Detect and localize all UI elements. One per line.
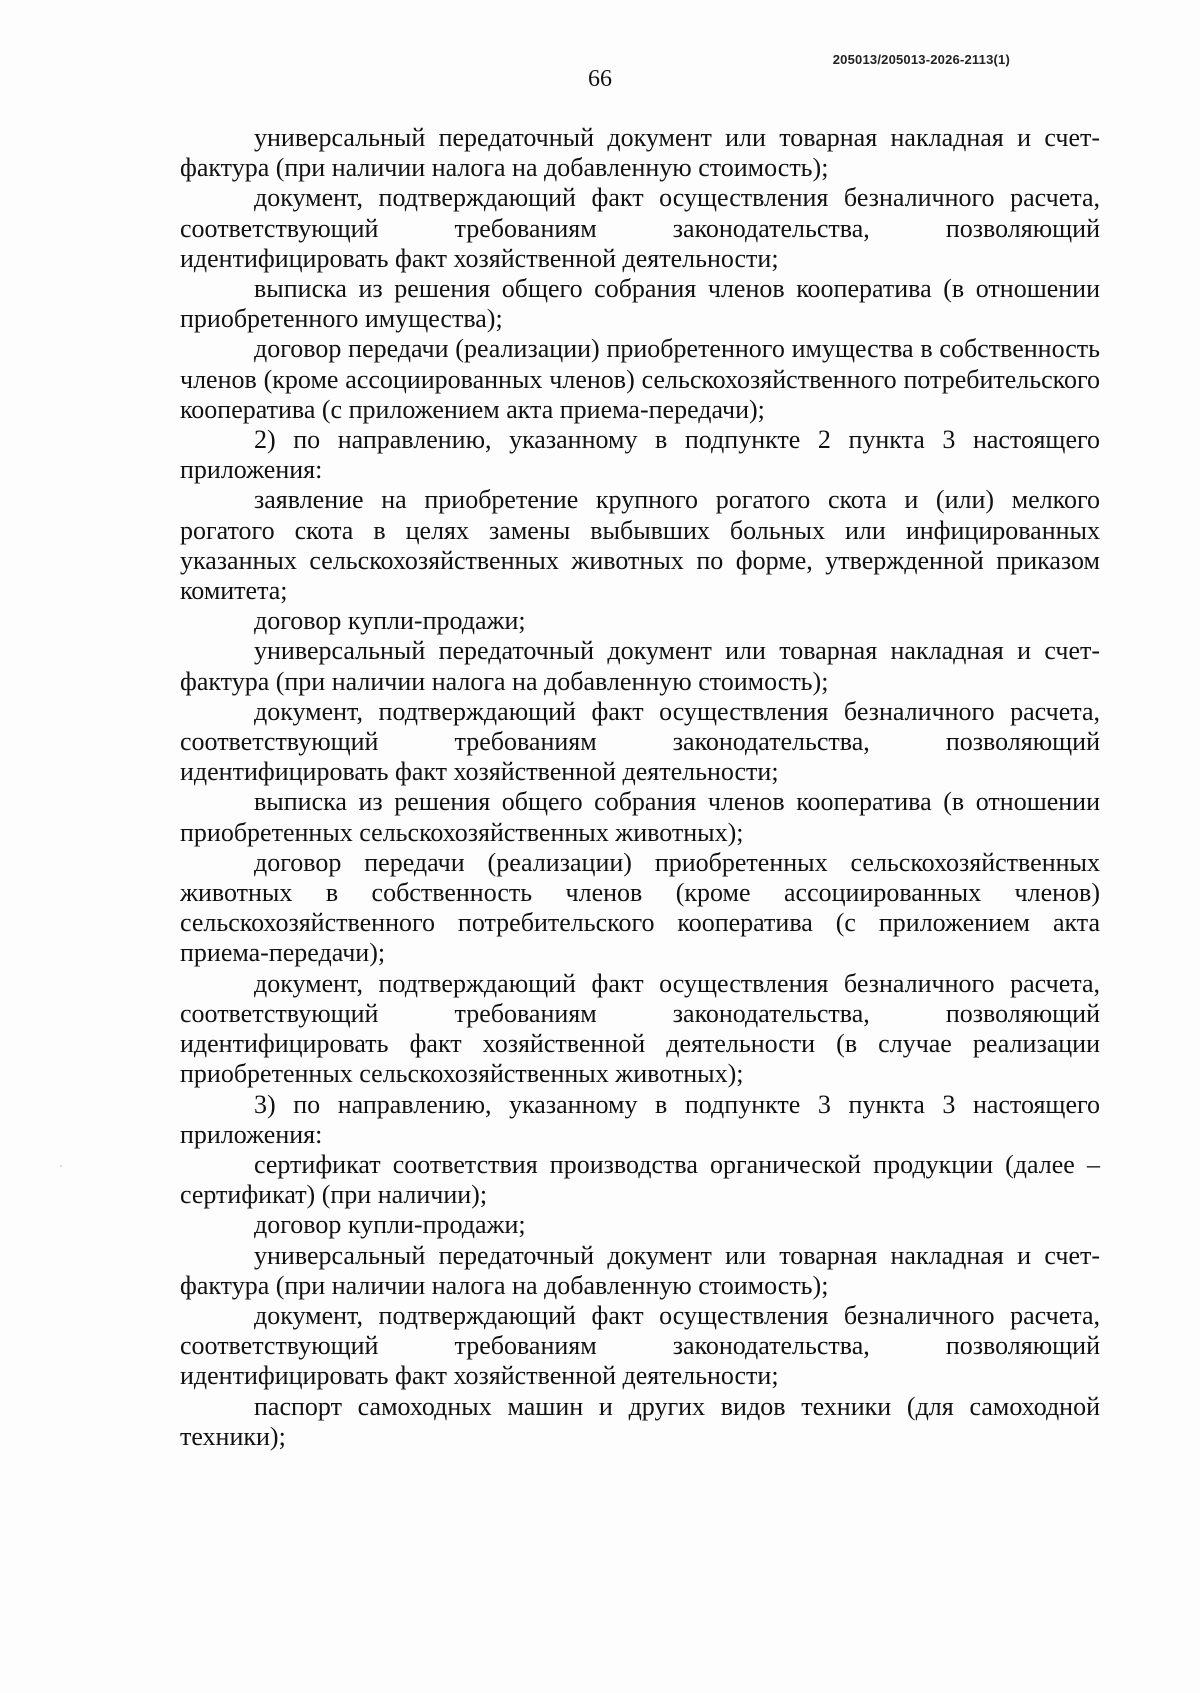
scan-artifact [60,1165,62,1167]
paragraph-subclause-3-heading: 3) по направлению, указанному в подпункте 3 пункта 3 настоящего приложения: [180,1089,1100,1149]
document-body [180,123,1100,1452]
paragraph-cashless-payment-document: документ, подтверждающий факт осуществления безналичного расчета, соответствующий требованиям законодательства, позволяющий идентифицировать факт хозяйственной деятельности; [180,696,1100,787]
paragraph-animals-transfer-contract: договор передачи (реализации) приобретенных сельскохозяйственных животных в собственность членов (кроме ассоциированных членов) сельскохозяйственного потребительского кооператива (с приложением акта приема-передачи); [180,847,1100,968]
paragraph-sale-contract: договор купли-продажи; [254,606,526,636]
paragraph-property-transfer-contract: договор передачи (реализации) приобретенного имущества в собственность членов (кроме ассоциированных членов) сельскохозяйственного потребительского кооператива (с приложением акта приема-передачи); [180,334,1100,424]
paragraph-upd-invoice: универсальный передаточный документ или товарная накладная и счет-фактура (при наличии налога на добавленную стоимость); [180,636,1100,696]
paragraph-livestock-application: заявление на приобретение крупного рогатого скота и (или) мелкого рогатого скота в целях замены выбывших больных или инфицированных указанных сельскохозяйственных животных по форме, утвержденной приказом комитета; [180,485,1100,606]
paragraph-organic-certificate: сертификат соответствия производства органической продукции (далее – сертификат) (при наличии); [180,1149,1100,1210]
paragraph-cashless-payment-document: документ, подтверждающий факт осуществления безналичного расчета, соответствующий требованиям законодательства, позволяющий идентифицировать факт хозяйственной деятельности (в случае реализации приобретенных сельскохозяйственных животных); [180,968,1100,1089]
paragraph-subclause-2-heading: 2) по направлению, указанному в подпункте 2 пункта 3 настоящего приложения: [180,425,1100,485]
paragraph-cooperative-meeting-extract: выписка из решения общего собрания членов кооператива (в отношении приобретенного имущества); [180,274,1100,334]
paragraph-upd-invoice: универсальный передаточный документ или товарная накладная и счет-фактура (при наличии налога на добавленную стоимость); [180,1240,1100,1300]
paragraph-cooperative-meeting-extract: выписка из решения общего собрания членов кооператива (в отношении приобретенных сельскохозяйственных животных); [180,787,1100,847]
page-number: 66 [588,66,612,92]
paragraph-upd-invoice: универсальный передаточный документ или товарная накладная и счет-фактура (при наличии налога на добавленную стоимость); [180,123,1100,183]
paragraph-sale-contract: договор купли-продажи; [254,1210,526,1240]
document-registration-code: 205013/205013-2026-2113(1) [832,52,1010,67]
paragraph-cashless-payment-document: документ, подтверждающий факт осуществления безналичного расчета, соответствующий требованиям законодательства, позволяющий идентифицировать факт хозяйственной деятельности; [180,183,1100,273]
paragraph-cashless-payment-document: документ, подтверждающий факт осуществления безналичного расчета, соответствующий требованиям законодательства, позволяющий идентифицировать факт хозяйственной деятельности; [180,1300,1100,1391]
paragraph-machinery-passport: паспорт самоходных машин и других видов техники (для самоходной техники); [180,1391,1100,1451]
